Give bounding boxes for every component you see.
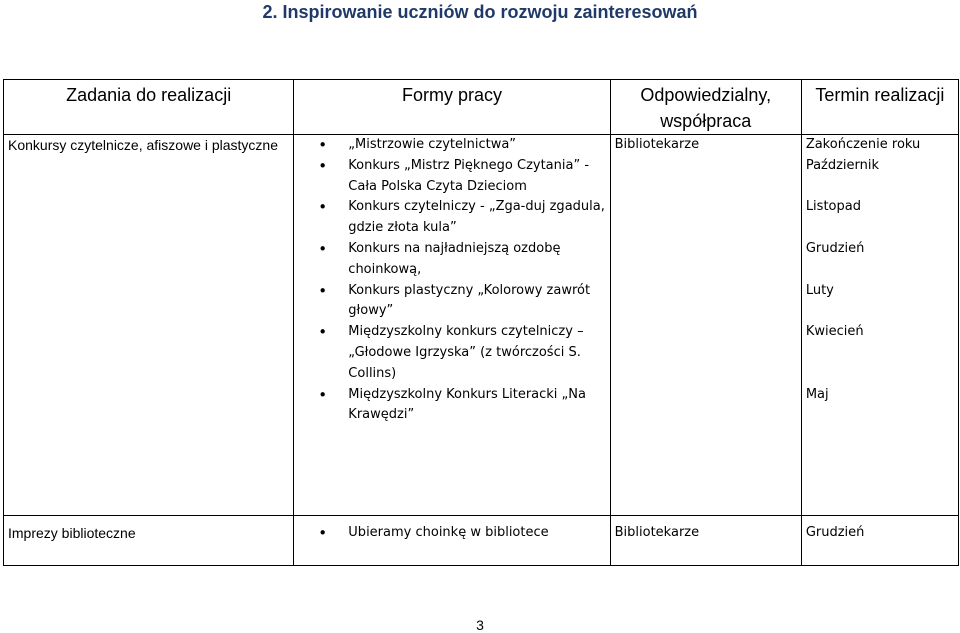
header-forms: Formy pracy [294, 80, 610, 135]
list-item: • Konkurs plastyczny „Kolorowy zawrót głowy” [348, 281, 609, 323]
task-cell: Konkursy czytelnicze, afiszowe i plastyczne [4, 135, 294, 516]
plan-table [3, 79, 959, 566]
list-item: • Konkurs „Mistrz Pięknego Czytania” - Cała Polska Czyta Dzieciom [348, 156, 609, 198]
term-item: Październik [805, 157, 880, 173]
forms-list [294, 523, 609, 544]
term-cell: Grudzień [801, 516, 958, 566]
page-number: 3 [476, 617, 484, 633]
term-item: Zakończenie roku [805, 137, 921, 152]
page-heading: 2. Inspirowanie uczniów do rozwoju zainteresowań [262, 2, 698, 22]
forms-cell [294, 516, 610, 566]
forms-list [294, 135, 609, 426]
term-item: Grudzień [805, 240, 865, 256]
table-row [4, 135, 959, 516]
term-item: Maj [805, 386, 829, 402]
header-responsible: Odpowiedzialny, współpraca [610, 80, 801, 135]
term-item [806, 364, 954, 385]
task-cell: Imprezy biblioteczne [4, 516, 294, 566]
term-item [806, 260, 954, 281]
list-item: • Ubieramy choinkę w bibliotece [348, 523, 609, 544]
term-item [806, 343, 954, 364]
responsible-cell: Bibliotekarze [610, 135, 801, 516]
table-header-row [4, 80, 959, 135]
list-item: • Konkurs na najładniejszą ozdobę choinkową, [348, 239, 609, 281]
term-item [806, 218, 954, 239]
term-item [806, 177, 954, 198]
table-row [4, 516, 959, 566]
forms-cell [294, 135, 610, 516]
list-item: • „Mistrzowie czytelnictwa” [348, 135, 609, 156]
responsible-cell: Bibliotekarze [610, 516, 801, 566]
term-item [806, 301, 954, 322]
list-item: • Konkurs czytelniczy - „Zga-duj zgadula, gdzie złota kula” [348, 197, 609, 239]
term-cell [801, 135, 958, 516]
term-item: Listopad [805, 199, 861, 215]
header-term: Termin realizacji [801, 80, 958, 135]
term-item: Luty [805, 282, 834, 298]
term-item: Kwiecień [805, 324, 864, 340]
list-item: • Międzyszkolny konkurs czytelniczy – „Głodowe Igrzyska” (z twórczości S. Collins) [348, 322, 609, 384]
header-tasks: Zadania do realizacji [4, 80, 294, 135]
list-item: • Międzyszkolny Konkurs Literacki „Na Krawędzi” [348, 385, 609, 427]
